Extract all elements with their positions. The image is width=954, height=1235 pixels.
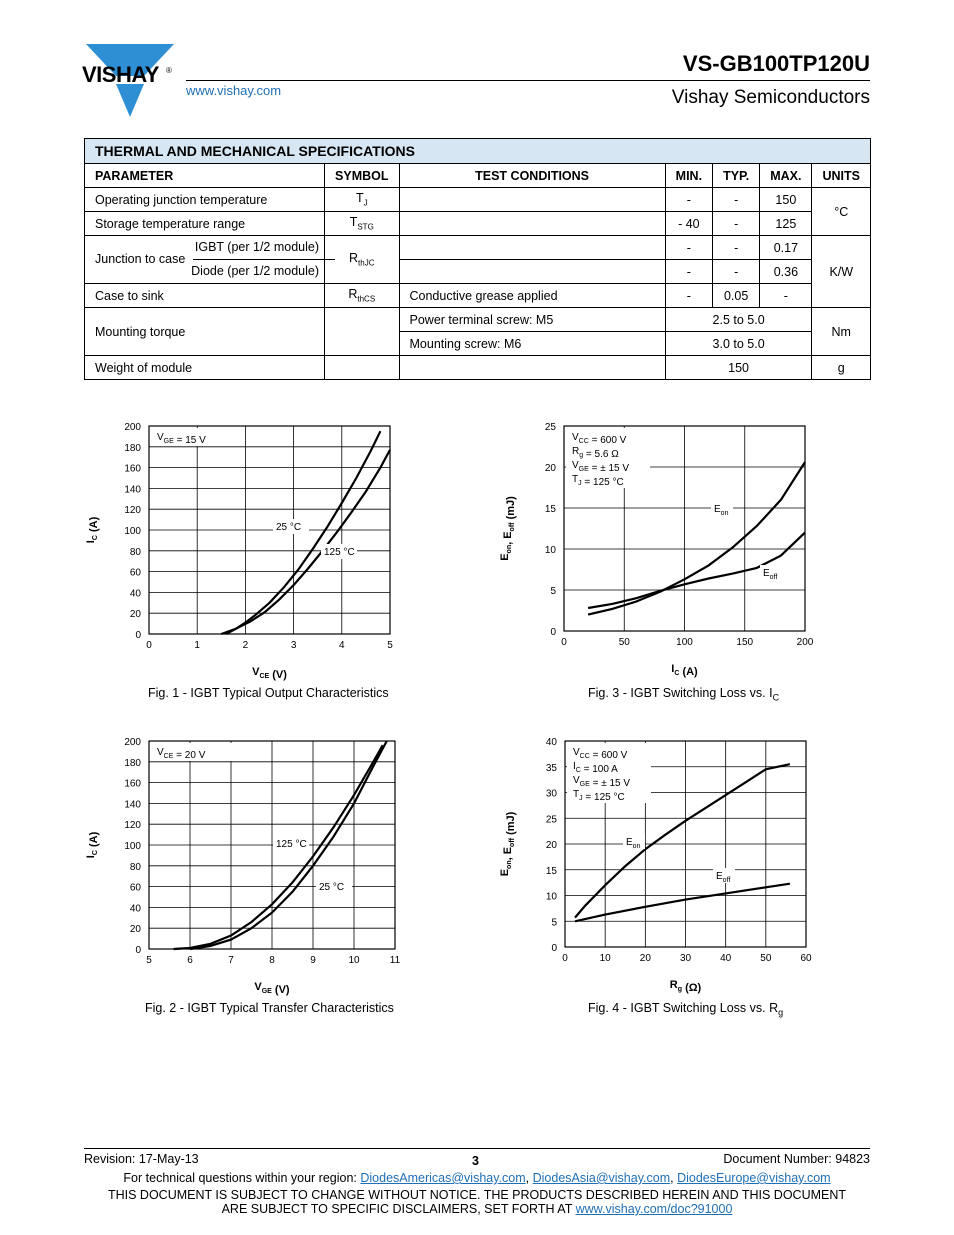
y-tick-label: 5	[551, 917, 557, 929]
col-header: SYMBOL	[325, 164, 399, 188]
col-header: TYP.	[713, 164, 760, 188]
plot-area	[499, 737, 812, 994]
footer-rule	[84, 1148, 870, 1149]
symbol-cell	[325, 308, 399, 356]
email-asia-link[interactable]: DiodesAsia@vishay.com	[532, 1171, 671, 1185]
value-cell: 3.0 to 5.0	[665, 332, 812, 356]
y-tick-label: 30	[545, 788, 557, 800]
typ-cell: -	[713, 188, 760, 212]
symbol-cell: $R_{thJC}$	[325, 236, 399, 284]
symbol-cell	[325, 356, 399, 380]
y-tick-label: 180	[124, 757, 141, 769]
fig2-transfer-characteristics-chart	[80, 725, 420, 1000]
condition-line: $I_C = 100$ A	[573, 761, 618, 775]
x-tick-label: 8	[269, 955, 275, 966]
disclaimer-line-2	[0, 1202, 954, 1216]
x-tick-label: 5	[387, 640, 393, 651]
min-cell: - 40	[665, 212, 712, 236]
y-tick-label: 200	[124, 422, 141, 433]
series-label: $E_{on}$	[626, 837, 641, 850]
jc-divider	[193, 259, 335, 260]
y-tick-label: 140	[124, 799, 141, 811]
col-header: MAX.	[760, 164, 812, 188]
x-tick-label: 100	[676, 637, 693, 648]
x-tick-label: 0	[562, 953, 568, 964]
jc-igbt-label: IGBT (per 1/2 module)	[194, 240, 320, 254]
part-number: VS-GB100TP120U	[682, 51, 870, 76]
plot-area	[85, 737, 401, 996]
company-name: Vishay Semiconductors	[671, 87, 870, 108]
cond-cell: Mounting screw: M6	[399, 332, 665, 356]
param-cell: Mounting torque	[85, 308, 325, 356]
y-tick-label: 60	[129, 882, 141, 894]
page-number: 3	[472, 1154, 479, 1168]
min-cell: -	[665, 284, 712, 308]
unit-cell: K/W	[812, 236, 871, 308]
x-tick-label: 10	[348, 955, 360, 966]
col-header: UNITS	[812, 164, 871, 188]
table-row	[85, 212, 871, 236]
series-label: 125 °C	[324, 547, 355, 558]
y-tick-label: 200	[124, 737, 141, 748]
brand-name: VISHAY	[82, 62, 159, 87]
condition-line: $V_{CE} = 20$ V	[157, 747, 206, 761]
value-cell: 150	[665, 356, 812, 380]
cond-cell: Power terminal screw: M5	[399, 308, 665, 332]
y-axis-label: $E_{on}$, $E_{off}$ (mJ)	[499, 496, 517, 561]
x-tick-label: 50	[618, 637, 630, 648]
condition-line: $T_J = 125$ °C	[572, 474, 624, 488]
y-tick-label: 120	[124, 820, 141, 832]
y-axis-label: $E_{on}$, $E_{off}$ (mJ)	[499, 811, 517, 877]
param-cell: Storage temperature range	[85, 212, 325, 236]
y-tick-label: 0	[135, 630, 141, 641]
x-axis-label: $V_{GE}$ (V)	[254, 981, 290, 996]
y-tick-label: 10	[545, 891, 557, 903]
typ-cell: -	[713, 236, 760, 260]
registered-mark: ®	[166, 66, 172, 75]
x-tick-label: 2	[242, 640, 249, 651]
y-tick-label: 40	[545, 737, 557, 748]
series-label: $E_{off}$	[716, 871, 731, 884]
table-title: THERMAL AND MECHANICAL SPECIFICATIONS	[85, 139, 871, 164]
series-line	[575, 884, 790, 922]
y-tick-label: 15	[544, 504, 556, 515]
x-tick-label: 5	[146, 955, 152, 966]
cond-cell	[399, 260, 665, 284]
cond-cell	[399, 188, 665, 212]
y-tick-label: 120	[124, 505, 141, 517]
disclaimer-prefix: ARE SUBJECT TO SPECIFIC DISCLAIMERS, SET FORTH AT	[221, 1202, 576, 1216]
sep: ,	[525, 1171, 533, 1185]
value-cell: 2.5 to 5.0	[665, 308, 812, 332]
max-cell: 125	[760, 212, 812, 236]
fig2-caption: Fig. 2 - IGBT Typical Transfer Characteristics	[145, 1001, 394, 1015]
x-tick-label: 0	[146, 640, 152, 651]
y-tick-label: 40	[129, 588, 141, 600]
y-tick-label: 10	[544, 545, 556, 556]
typ-cell: -	[713, 260, 760, 284]
fig4-caption: Fig. 4 - IGBT Switching Loss vs. $R_g$	[588, 1001, 784, 1018]
y-tick-label: 80	[129, 861, 141, 873]
min-cell: -	[665, 188, 712, 212]
col-header: PARAMETER	[85, 164, 325, 188]
plot-area	[499, 422, 814, 678]
x-tick-label: 40	[720, 953, 732, 964]
condition-line: $V_{CC} = 600$ V	[572, 432, 627, 446]
logo-bottom-triangle	[116, 84, 144, 117]
series-line	[221, 450, 390, 634]
contact-line	[0, 1171, 954, 1185]
condition-line: $T_J = 125$ °C	[573, 789, 625, 803]
series-label: 25 °C	[276, 522, 302, 533]
y-axis-label: $I_C$ (A)	[85, 831, 100, 859]
max-cell: -	[760, 284, 812, 308]
y-tick-label: 20	[545, 840, 557, 851]
disclaimer-link[interactable]: www.vishay.com/doc?91000	[575, 1202, 733, 1216]
jc-diode-label: Diode (per 1/2 module)	[191, 264, 320, 278]
cond-cell	[399, 236, 665, 260]
x-tick-label: 4	[339, 640, 345, 651]
table-row	[85, 356, 871, 380]
x-tick-label: 3	[290, 640, 297, 651]
table-row	[85, 188, 871, 212]
email-europe-link[interactable]: DiodesEurope@vishay.com	[677, 1171, 831, 1185]
series-label: $E_{on}$	[714, 504, 729, 517]
y-tick-label: 20	[544, 463, 556, 474]
x-tick-label: 60	[800, 953, 812, 964]
param-cell: Weight of module	[85, 356, 325, 380]
min-cell: -	[665, 260, 712, 284]
x-tick-label: 0	[561, 637, 567, 648]
y-axis-label: $I_C$ (A)	[85, 516, 100, 544]
document-number: Document Number: 94823	[723, 1152, 870, 1166]
typ-cell: 0.05	[713, 284, 760, 308]
table-row	[85, 308, 871, 332]
x-tick-label: 7	[228, 955, 234, 966]
symbol-cell: $T_{STG}$	[325, 212, 399, 236]
param-cell-jc	[85, 236, 325, 284]
y-tick-label: 100	[124, 841, 141, 852]
min-cell: -	[665, 236, 712, 260]
jc-label: Junction to case	[95, 252, 186, 266]
x-axis-label: $I_C$ (A)	[671, 663, 698, 678]
x-tick-label: 9	[310, 955, 316, 966]
unit-cell: °C	[812, 188, 871, 236]
param-cell: Operating junction temperature	[85, 188, 325, 212]
header-url-link[interactable]: www.vishay.com	[186, 83, 282, 98]
header-rule	[186, 80, 870, 81]
x-tick-label: 20	[639, 953, 651, 964]
y-tick-label: 5	[550, 586, 556, 597]
disclaimer-line-1: THIS DOCUMENT IS SUBJECT TO CHANGE WITHOUT NOTICE. THE PRODUCTS DESCRIBED HEREIN AND THIS DOCUMENT	[107, 1188, 847, 1202]
unit-cell: g	[812, 356, 871, 380]
x-tick-label: 6	[187, 955, 193, 966]
max-cell: 150	[760, 188, 812, 212]
table-row	[85, 236, 871, 260]
sep: ,	[670, 1171, 678, 1185]
y-tick-label: 60	[129, 567, 141, 579]
symbol-cell: $T_J$	[325, 188, 399, 212]
x-tick-label: 11	[389, 955, 401, 966]
x-tick-label: 1	[194, 640, 200, 651]
y-tick-label: 0	[550, 627, 556, 638]
y-tick-label: 25	[545, 814, 557, 826]
revision: Revision: 17-May-13	[84, 1152, 199, 1166]
condition-line: $V_{CC} = 600$ V	[573, 747, 628, 761]
x-axis-label: $V_{CE}$ (V)	[252, 666, 287, 681]
y-tick-label: 140	[124, 484, 141, 496]
table-row	[85, 284, 871, 308]
cond-cell	[399, 356, 665, 380]
condition-line: $V_{GE}$ = ± 15 V	[573, 775, 631, 789]
symbol-cell: $R_{thCS}$	[325, 284, 399, 308]
condition-line: $R_g = 5.6$ Ω	[572, 446, 619, 460]
y-tick-label: 25	[544, 422, 556, 433]
x-axis-label: $R_g$ (Ω)	[669, 979, 702, 994]
condition-line: $V_{GE} = 15$ V	[157, 432, 206, 446]
max-cell: 0.36	[760, 260, 812, 284]
y-tick-label: 15	[545, 865, 557, 877]
fig1-output-characteristics-chart	[80, 410, 420, 685]
max-cell: 0.17	[760, 236, 812, 260]
y-tick-label: 160	[124, 463, 141, 475]
y-tick-label: 0	[135, 945, 141, 956]
cond-cell	[399, 212, 665, 236]
param-cell: Case to sink	[85, 284, 325, 308]
email-americas-link[interactable]: DiodesAmericas@vishay.com	[360, 1171, 526, 1185]
series-label: 25 °C	[319, 882, 345, 893]
x-tick-label: 10	[599, 953, 611, 964]
x-tick-label: 150	[736, 637, 754, 648]
y-tick-label: 40	[129, 903, 141, 915]
fig3-caption: Fig. 3 - IGBT Switching Loss vs. $I_C$	[588, 686, 780, 703]
contact-prefix: For technical questions within your region:	[123, 1171, 361, 1185]
plot-area	[85, 422, 393, 681]
x-tick-label: 30	[679, 953, 692, 964]
y-tick-label: 180	[124, 442, 141, 454]
fig3-switching-loss-vs-ic-chart	[490, 410, 830, 685]
y-tick-label: 35	[545, 762, 557, 774]
y-tick-label: 100	[124, 526, 141, 537]
typ-cell: -	[713, 212, 760, 236]
thermal-mechanical-table	[84, 138, 871, 380]
fig4-switching-loss-vs-rg-chart	[490, 725, 830, 1000]
y-tick-label: 20	[129, 924, 141, 936]
col-header: MIN.	[665, 164, 712, 188]
fig1-caption: Fig. 1 - IGBT Typical Output Characteristics	[148, 686, 389, 700]
x-tick-label: 50	[760, 953, 772, 964]
cond-cell: Conductive grease applied	[399, 284, 665, 308]
x-tick-label: 200	[796, 637, 814, 648]
y-tick-label: 0	[551, 943, 557, 954]
series-label: $E_{off}$	[763, 568, 778, 581]
y-tick-label: 160	[124, 778, 141, 790]
unit-cell: Nm	[812, 308, 871, 356]
col-header: TEST CONDITIONS	[399, 164, 665, 188]
series-label: 125 °C	[276, 839, 307, 850]
y-tick-label: 80	[129, 546, 141, 558]
y-tick-label: 20	[129, 609, 141, 621]
condition-line: $V_{GE}$ = ± 15 V	[572, 460, 630, 474]
